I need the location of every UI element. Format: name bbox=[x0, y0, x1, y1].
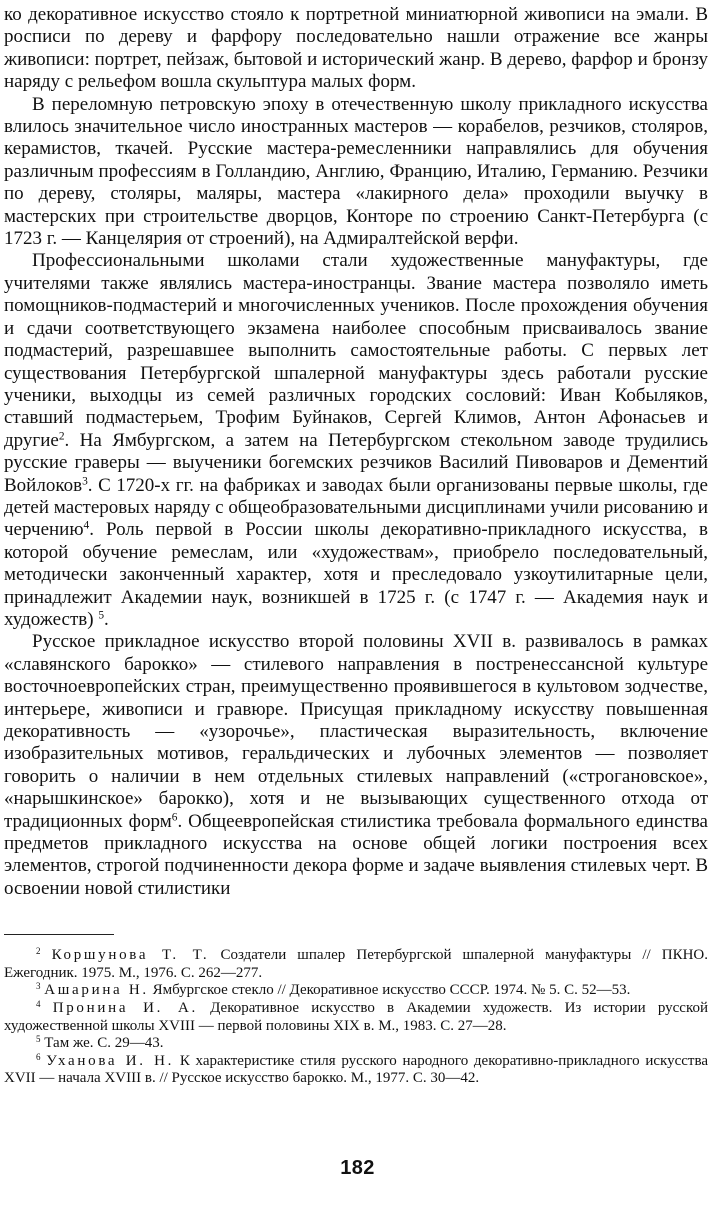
footnote-rule bbox=[4, 934, 114, 935]
footnote-mark: 3 bbox=[36, 981, 41, 992]
text-run: . bbox=[104, 608, 109, 630]
footnote bbox=[4, 1053, 708, 1088]
footnote-mark: 2 bbox=[36, 946, 41, 957]
paragraph: В переломную петровскую эпоху в отечественную школу прикладного искусства влилось значительное число иностранных мастеров — корабелов, резчиков, столяров, керамистов, ткачей. Русские мастера-ремесленники направлялись для обучения различным профессиям в Голландию, Англию, Францию, Италию, Германию. Резчики по дереву, столяры, маляры, мастера «лакирного дела» проходили выучку в мастерских при строительстве дворцов, Конторе по строению Санкт-Петербурга (с 1723 г. — Канцелярия от строений), на Адмиралтейской верфи. bbox=[4, 93, 708, 250]
footnote bbox=[4, 982, 708, 1000]
footnote bbox=[4, 947, 708, 982]
footnote-text: Создатели шпалер Петербургской шпалерной мануфактуры // ПКНО. Ежегодник. 1975. М., 1976. С. 262—277. bbox=[4, 947, 708, 981]
footnote bbox=[4, 1035, 708, 1053]
footnote-ref: 6 bbox=[171, 811, 178, 824]
footnote bbox=[4, 1000, 708, 1035]
footnote-ref: 4 bbox=[83, 520, 90, 533]
footnote-text: Там же. С. 29—43. bbox=[40, 1035, 164, 1052]
footnote-mark: 4 bbox=[36, 999, 41, 1010]
footnote-author: Коршунова Т. Т. bbox=[51, 947, 210, 964]
text-run: . С 1720-х гг. на фабриках и заводах были организованы первые школы, где детей мастеровых наряду с общеобразовательными дисциплинами учили рисованию и черчению bbox=[4, 474, 708, 541]
footnote-author: Уханова И. Н. bbox=[46, 1052, 175, 1069]
text-run: Профессиональными школами стали художественные мануфактуры, где учителями также являлись мастера-иностранцы. Звание мастера позволяло иметь помощников-подмастерий и многочисленных учеников. После прохождения обучения и сдачи соответствующего экзамена наиболее способным присваивалось звание подмастерий, разрешавшее выполнить самостоятельные работы. С первых лет существования Петербургской шпалерной мануфактуры здесь работали русские ученики, выходцы из семей различных городских сословий: Иван Кобыляков, ставший подмастерьем, Трофим Буйнаков, Сергей Климов, Антон Афонасьев и другие bbox=[4, 250, 708, 451]
main-text bbox=[4, 4, 708, 900]
page-number: 182 bbox=[340, 1157, 375, 1179]
footnote-ref: 2 bbox=[58, 430, 65, 443]
footnote-text: Декоративное искусство в Академии художеств. Из истории русской художественной школы XVIII — первой половины XIX в. М., 1983. С. 27—28. bbox=[4, 1000, 708, 1034]
footnotes bbox=[4, 947, 708, 1088]
footnote-author: Ашарина Н. bbox=[44, 982, 149, 999]
paragraph: ко декоративное искусство стояло к портретной миниатюрной живописи на эмали. В росписи по дереву и фарфору последовательно нашли отражение все жанры живописи: портрет, пейзаж, бытовой и исторический жанр. В дерево, фарфор и бронзу наряду с рельефом вошла скульптура малых форм. bbox=[4, 4, 708, 93]
footnote-ref: 3 bbox=[82, 475, 88, 488]
text-run: . Общеевропейская стилистика требовала формального единства предметов прикладного искусства на основе общей логики построения всех элементов, строгой подчиненности декора форме и задаче выявления стилевых черт. В освоении новой стилистики bbox=[4, 810, 708, 899]
footnote-text: Ямбургское стекло // Декоративное искусство СССР. 1974. № 5. С. 52—53. bbox=[148, 982, 631, 999]
footnote-author: Пронина И. А. bbox=[52, 1000, 198, 1017]
footnote-mark: 6 bbox=[36, 1051, 41, 1062]
text-run: Русское прикладное искусство второй половины XVII в. развивалось в рамках «славянского барокко» — стилевого направления в постренессансной культуре восточноевропейских стран, преимущественно проявившегося в культовом зодчестве, интерьере, живописи и гравюре. Присущая прикладному искусству повышенная декоративность — «узорочье», пластическая выразительность, включение изобразительных мотивов, геральдических и лубочных элементов — позволяет говорить о наличии в нем отдельных стилевых направлений («строгановское», «нарышкинское» барокко), хотя и не вызывающих существенного отхода от традиционных форм bbox=[4, 631, 708, 832]
footnote-mark: 5 bbox=[36, 1034, 41, 1045]
footnote-text: К характеристике стиля русского народного декоративно-прикладного искусства XVII — начала XVIII в. // Русское искусство барокко. М., 1977. С. 30—42. bbox=[4, 1052, 709, 1087]
text-run: . Роль первой в России школы декоративно-прикладного искусства, в которой обучение ремеслам, или «художествам», приобрело последовательный, методически законченный характер, хотя и преследовало узкоутилитарные цели, принадлежит Академии наук, возникшей в 1725 г. (с 1747 г. — Академия наук и художеств) bbox=[4, 519, 708, 630]
text-run: . На Ямбургском, а затем на Петербургском стекольном заводе трудились русские граверы — выученики богемских резчиков Василий Пивоваров и Дементий Войлоков bbox=[4, 429, 708, 496]
paragraph bbox=[4, 250, 708, 631]
footnote-ref: 5 bbox=[98, 609, 105, 622]
paragraph bbox=[4, 631, 708, 900]
